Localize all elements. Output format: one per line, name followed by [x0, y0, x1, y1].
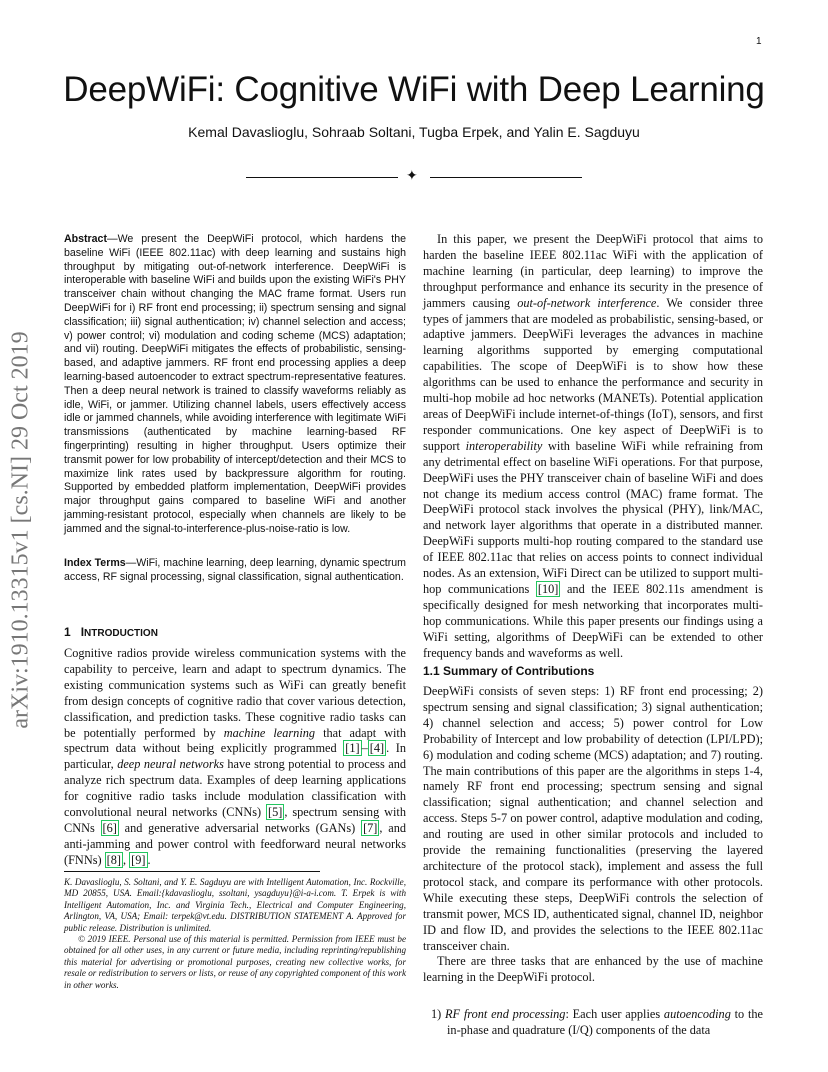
index-terms [64, 557, 406, 585]
item-text-a: : Each user applies [565, 1007, 664, 1021]
item-text-b: to the in-phase and quadrature (I/Q) components of the data [447, 1007, 764, 1037]
intro-em-dnn: deep neural networks [117, 757, 224, 772]
author-list: Kemal Davaslioglu, Sohraab Soltani, Tugba Erpek, and Yalin E. Sagduyu [188, 124, 640, 140]
abstract [64, 233, 406, 537]
citation-link[interactable]: [1] [345, 741, 360, 756]
right-text-c: with baseline WiFi while refraining from any detrimental effect on baseline WiFi operations. For that purpose, DeepWiFi uses the PHY transceiver chain of baseline WiFi and does not change its medium access control (MAC) frame format. The DeepWiFi protocol stack involves the physical (PHY), link/MAC, and network layer algorithms that operate in a distributed manner. DeepWiFi supports multi-hop routing compared to the standard use of IEEE 802.11ac that relies on access points to connect individual nodes. As an extension, WiFi Direct can be utilized to support multi-hop communications [423, 438, 763, 596]
item-title: RF front end processing [445, 1007, 566, 1021]
citation-link[interactable]: [6] [102, 820, 117, 835]
intro-text-e: , spectrum sensing with CNNs [64, 805, 406, 835]
subsection-paragraph-1: DeepWiFi consists of seven steps: 1) RF front end processing; 2) spectrum sensing and signal classification; 3) signal authentication; 4) channel selection and access; 5) power control for Low Probability of Intercept and low probability of detection (LPI/LPD); 6) modulation and coding scheme (MCS) adaptation; and 7) routing. The main contributions of this paper are the algorithms in steps 1-4, namely RF front end processing; spectrum sensing and signal classification; signal authentication; and channel selection and access. Steps 5-7 on power control, adaptive modulation and coding, and routing are used in other similar protocols and included to provide the remaining functionalities (preserving the layered architecture of the protocol stack), implement and assess the full protocol stack, and compare its performance with other protocols. While executing these steps, DeepWiFi controls the selection of transmit power, MCS ID, authenticated signal, channel ID, neighbor ID and flow ID, and provides the selections to the IEEE 802.11ac transceiver chain. [423, 684, 763, 953]
citation-link[interactable]: [8] [106, 852, 121, 867]
page-number: 1 [756, 36, 762, 47]
footnote-affiliations: K. Davaslioglu, S. Soltani, and Y. E. Sagduyu are with Intelligent Automation, Inc. Rockville, MD 20855, USA. Email:{kdavaslioglu, ssoltani, ysagduyu}@i-a-i.com. T. Erpek is with Intelligent Automation, Inc. and Virginia Tech., Electrical and Computer Engineering, Arlington, VA, USA; Email: terpek@vt.edu. DISTRIBUTION STATEMENT A. Approved for public release. Distribution is unlimited. [64, 877, 406, 933]
right-em-oon: out-of-network interference [517, 295, 657, 310]
intro-text-b: that adapt with spectrum data without being explicitly programmed [64, 725, 406, 756]
citation-link[interactable]: [5] [268, 805, 283, 820]
index-terms-label: Index Terms [64, 557, 126, 569]
citation-link[interactable]: [9] [131, 852, 146, 867]
intro-period: . [147, 852, 151, 867]
divider-line-right [430, 177, 582, 178]
right-em-interop: interoperability [465, 438, 543, 453]
index-terms-text: —WiFi, machine learning, deep learning, dynamic spectrum access, RF signal processing, signal classification, signal authentication. [64, 557, 406, 583]
subsection-heading: 1.1 Summary of Contributions [423, 664, 595, 678]
arxiv-stamp [8, 300, 34, 760]
subsection-body [423, 684, 763, 986]
intro-text-f: and generative adversarial networks (GANs) [118, 820, 362, 835]
section-title-rest: NTRODUCTION [84, 628, 158, 639]
right-text-d: and the IEEE 802.11s amendment is specifically designed for mesh networking that incorporates multi-hop communications. While this paper presents our findings using a WiFi setting, algorithms of DeepWiFi can be extended to other frequency bands and waveforms as well. [423, 581, 763, 660]
section-number: 1 [64, 625, 71, 639]
abstract-label: Abstract [64, 233, 107, 245]
paper-title: DeepWiFi: Cognitive WiFi with Deep Learning [63, 70, 765, 109]
item-em-autoencoding: autoencoding [663, 1007, 731, 1021]
citation-link[interactable]: [10] [537, 581, 559, 596]
citation-link[interactable]: [4] [369, 741, 385, 756]
intro-em-ml: machine learning [223, 725, 316, 740]
footnote-rule [64, 871, 320, 872]
intro-text-a: Cognitive radios provide wireless communication systems with the capability to perceive, learn and adapt to spectrum dynamics. The existing communication systems such as WiFi can greatly benefit from design concepts of cognitive radio that cover various detection, classification, and prediction tasks. These cognitive radio tasks can be potentially performed by [64, 646, 406, 740]
list-item [423, 1007, 763, 1039]
intro-dash: – [361, 741, 368, 756]
intro-text-c: . In particular, [64, 741, 406, 772]
right-text-a: In this paper, we present the DeepWiFi protocol that aims to harden the baseline IEEE 802.11ac WiFi with the application of machine learning (in particular, deep learning) to improve the throughput performance and enhance its security in the presence of jammers causing [423, 232, 763, 310]
intro-comma: , [123, 852, 130, 867]
arxiv-stamp-text: arXiv:1910.13315v1 [cs.NI] 29 Oct 2019 [7, 331, 34, 729]
section-heading-introduction [64, 625, 406, 639]
divider-glyph: ✦ [406, 169, 418, 184]
subsection-paragraph-2: There are three tasks that are enhanced by the use of machine learning in the DeepWiFi protocol. [423, 954, 763, 985]
footnote-copyright: © 2019 IEEE. Personal use of this material is permitted. Permission from IEEE must be obtained for all other uses, in any current or future media, including reprinting/republishing this material for advertising or promotional purposes, creating new collective works, for resale or redistribution to servers or lists, or reuse of any copyrighted component of this work in other works. [64, 934, 406, 990]
abstract-text: —We present the DeepWiFi protocol, which hardens the baseline WiFi (IEEE 802.11ac) with deep learning and sustains high throughput by mitigating out-of-network interference. DeepWiFi is interoperable with baseline WiFi and builds upon the existing WiFi's PHY transceiver chain without changing the MAC frame format. Users run DeepWiFi for i) RF front end processing; ii) spectrum sensing and signal classification; iii) signal authentication; iv) channel selection and access; v) power control; vi) modulation and coding scheme (MCS) adaptation; and vii) routing. DeepWiFi mitigates the effects of probabilistic, sensing-based, and adaptive jammers. RF front end processing applies a deep learning-based autoencoder to extract spectrum-representative features. Then a deep neural network is trained to classify waveforms reliably as idle, WiFi, or jammer. Utilizing channel labels, users effectively access idle or jammed channels, while avoiding interference with legitimate WiFi transmissions (authenticated by machine learning-based RF fingerprinting) resulting in higher throughput. Users optimize their transmit power for low probability of intercept/detection and their MCS to maximize link rates used by backpressure algorithm for routing. Supported by embedded platform implementation, DeepWiFi provides major throughput gains compared to baseline WiFi and another jamming-resistant protocol, especially when channels are likely to be jammed and the signal-to-interference-plus-noise-ratio is low. [64, 233, 406, 535]
intro-text-d: have strong potential to process and analyze rich spectrum data. Examples of deep learning applications for cognitive radio tasks include modulation classification with convolutional neural networks (CNNs) [64, 757, 406, 820]
introduction-paragraph [64, 646, 406, 869]
divider-line-left [246, 177, 398, 178]
right-text-b: . We consider three types of jammers that are modeled as probabilistic, sensing-based, or adaptive jammers. DeepWiFi leverages the advances in machine learning algorithms supported by emerging computational capabilities. The scope of DeepWiFi is to show how these algorithms can be used to enhance the performance and security in multi-hop mobile ad hoc networks (MANETs). Potential application areas of DeepWiFi include internet-of-things (IoT), sensors, and first responder communications. One key aspect of DeepWiFi is to support [423, 295, 763, 453]
intro-text-g: , and anti-jamming and power control with feedforward neural networks (FNNs) [64, 820, 407, 867]
intro-right-paragraph [423, 232, 763, 661]
citation-link[interactable]: [7] [363, 820, 378, 835]
item-number: 1) [431, 1007, 442, 1021]
section-title-first: I [80, 625, 85, 639]
footnote [64, 877, 406, 991]
title-divider [0, 170, 828, 186]
